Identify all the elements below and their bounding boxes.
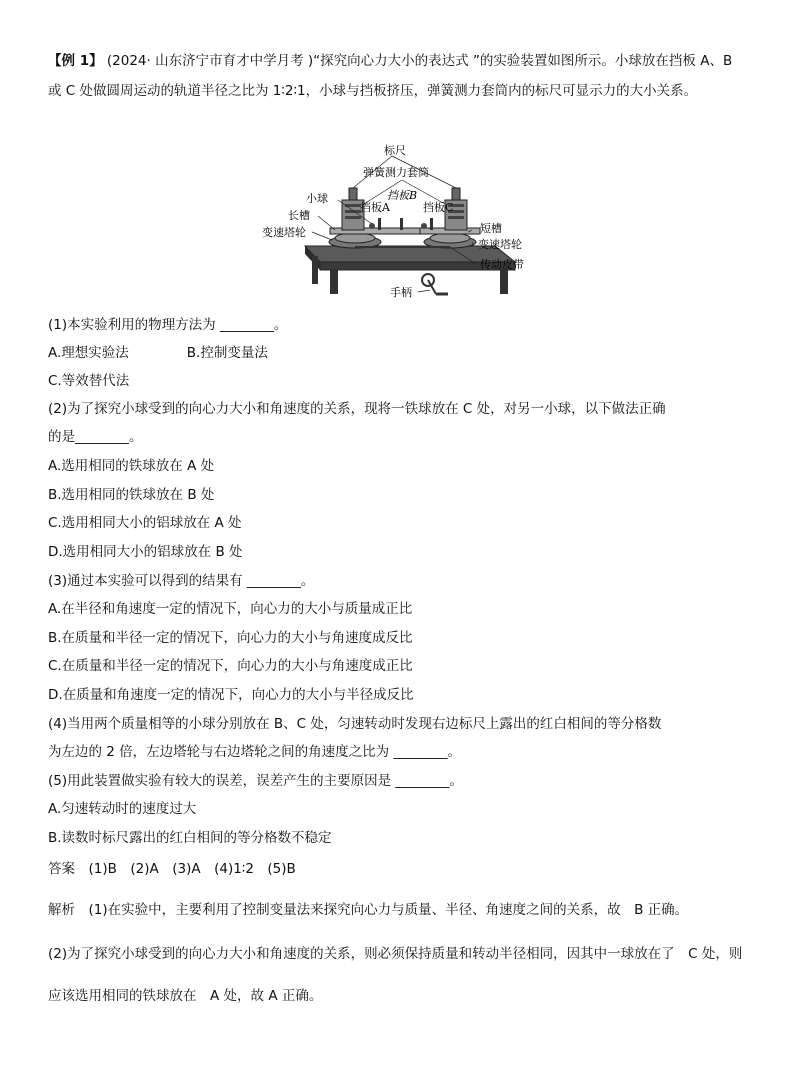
q2-option-a: A.选用相同的铁球放在 A 处 [48, 458, 215, 474]
q4-stem-line2: 为左边的 2 倍，左边塔轮与右边塔轮之间的角速度之比为 ________。 [48, 744, 461, 760]
q2-stem-line2: 的是________。 [48, 429, 143, 445]
q2-option-c: C.选用相同大小的铝球放在 A 处 [48, 515, 242, 531]
q2-option-d: D.选用相同大小的铝球放在 B 处 [48, 544, 243, 560]
q3-option-b: B.在质量和半径一定的情况下，向心力的大小与角速度成反比 [48, 630, 413, 646]
q2-option-b: B.选用相同的铁球放在 B 处 [48, 487, 215, 503]
q1-stem: (1)本实验利用的物理方法为 ________。 [48, 317, 288, 333]
answer-line: 答案 (1)B (2)A (3)A (4)1∶2 (5)B [48, 861, 296, 877]
q5-stem: (5)用此装置做实验有较大的误差，误差产生的主要原因是 ________。 [48, 773, 463, 789]
q5-option-a: A.匀速转动时的速度过大 [48, 801, 197, 817]
q1-option-a: A.理想实验法 [48, 345, 129, 361]
label-tower-left: 变速塔轮 [262, 226, 306, 239]
label-baffle-b: 挡板B [387, 189, 418, 202]
q1-option-c: C.等效替代法 [48, 373, 130, 389]
example-source: (2024· 山东济宁市育才中学月考 ) [106, 53, 314, 69]
example-text: “探究向心力大小的表达式 ”的实验装置如图所示。小球放在挡板 A、B 或 C 处做圆周运动的轨道半径之比为 1∶2∶1，小球与挡板挤压，弹簧测力套筒内的标尺可显示力的大小关系。 [48, 53, 733, 99]
label-baffle-a: 挡板A [360, 201, 390, 214]
q1-option-b: B.控制变量法 [186, 345, 268, 361]
q3-option-d: D.在质量和角速度一定的情况下，向心力的大小与半径成反比 [48, 687, 414, 703]
q3-option-c: C.在质量和半径一定的情况下，向心力的大小与角速度成正比 [48, 658, 413, 674]
apparatus-figure [260, 144, 540, 304]
label-short-groove: 短槽 [480, 222, 502, 235]
analysis-paragraph-2: (2)为了探究小球受到的向心力大小和角速度的关系，则必须保持质量和转动半径相同，因其中一球放在了 C 处，则应该选用相同的铁球放在 A 处，故 A 正确。 [48, 946, 743, 1004]
label-baffle-c: 挡板C [423, 201, 454, 214]
q3-stem: (3)通过本实验可以得到的结果有 ________。 [48, 573, 315, 589]
q2-stem-line1: (2)为了探究小球受到的向心力大小和角速度的关系，现将一铁球放在 C 处，对另一小球，以下做法正确 [48, 401, 666, 417]
label-small-ball: 小球 [306, 192, 328, 205]
baffles [369, 218, 433, 230]
q1-options-row [48, 341, 268, 361]
q3-option-a: A.在半径和角速度一定的情况下，向心力的大小与质量成正比 [48, 601, 413, 617]
q5-option-b: B.读数时标尺露出的红白相间的等分格数不稳定 [48, 830, 332, 846]
example-tag: 【例 1】 [48, 53, 103, 69]
label-scale: 标尺 [384, 144, 406, 157]
label-long-groove: 长槽 [288, 209, 310, 222]
label-handle: 手柄 [390, 286, 412, 299]
label-belt: 传动皮带 [480, 258, 524, 271]
label-tower-right: 变速塔轮 [478, 238, 522, 251]
q4-stem-line1: (4)当用两个质量相等的小球分别放在 B、C 处，匀速转动时发现右边标尺上露出的红白相间的等分格数 [48, 716, 662, 732]
label-spring-sleeve: 弹簧测力套筒 [363, 166, 429, 179]
analysis-paragraph-1: 解析 (1)在实验中，主要利用了控制变量法来探究向心力与质量、半径、角速度之间的关系，故 B 正确。 [48, 902, 689, 918]
example-intro [48, 46, 748, 106]
